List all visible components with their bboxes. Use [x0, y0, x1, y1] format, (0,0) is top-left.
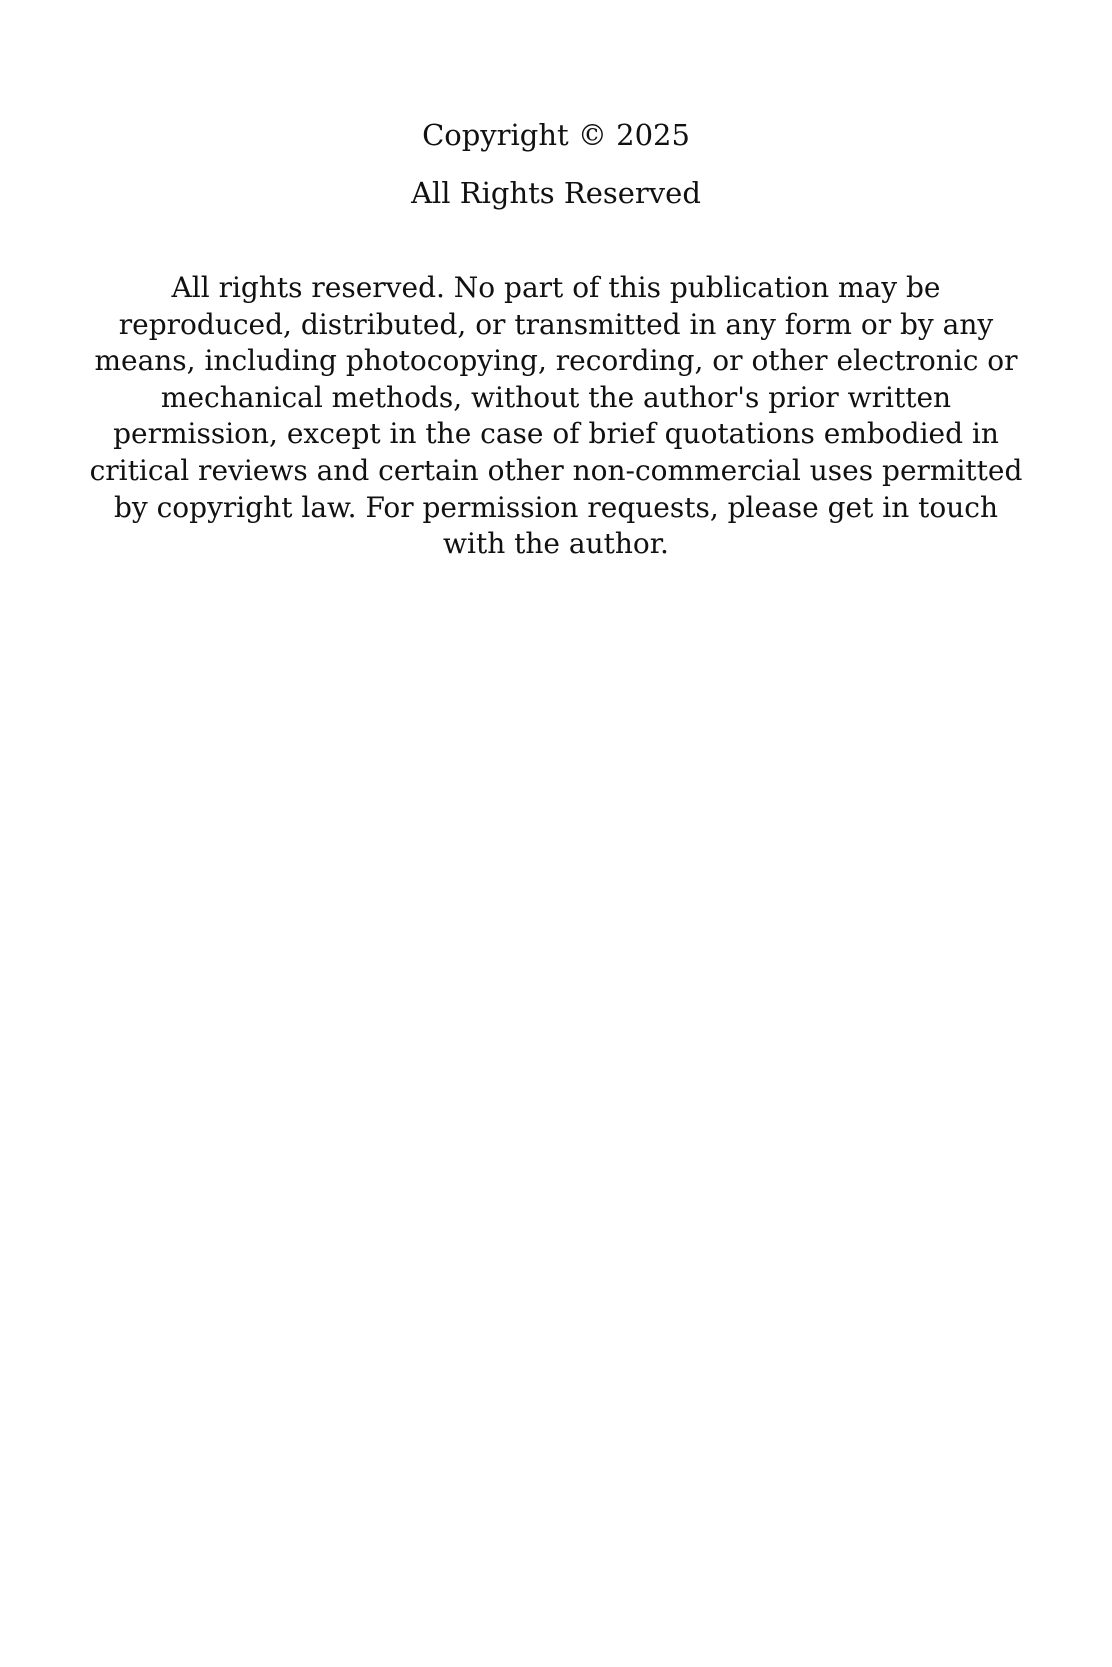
copyright-notice-paragraph: All rights reserved. No part of this publication may be reproduced, distributed, or transmitted in any form or by any means, including photocopying, recording, or other electronic or mechanical methods, without the author's prior written permission, except in the case of brief quotations embodied in critical reviews and certain other non-commercial uses permitted by copyright law. For permission requests, please get in touch with the author.: [89, 271, 1023, 561]
all-rights-reserved-line: All Rights Reserved: [411, 176, 701, 210]
copyright-line: Copyright © 2025: [422, 118, 690, 152]
